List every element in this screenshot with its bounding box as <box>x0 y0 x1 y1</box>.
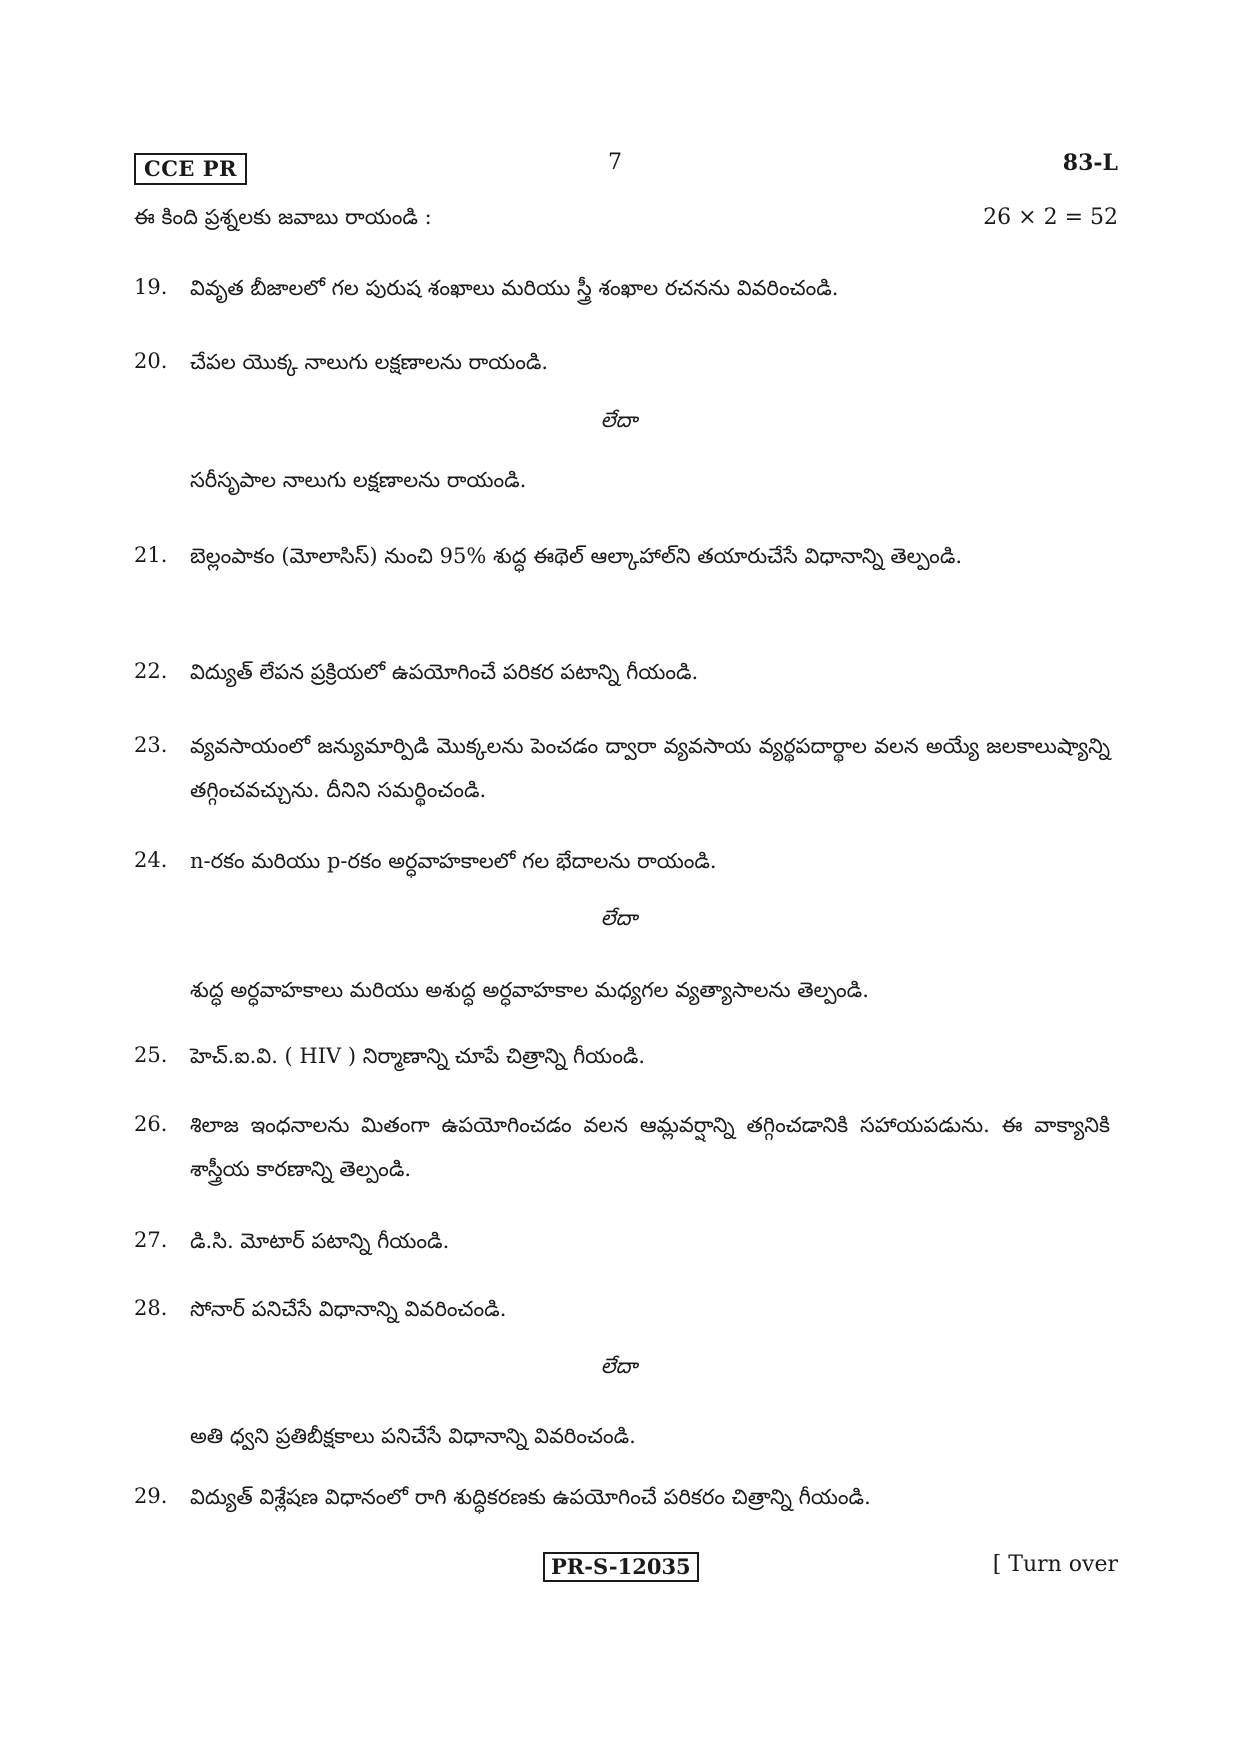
question-alt-text-24: శుద్ధ అర్ధవాహకాలు మరియు అశుద్ధ అర్ధవాహకాల మధ్యగల వ్యత్యాసాలను తెల్పండి. <box>190 978 869 1002</box>
question-number-25: 25. <box>134 1043 168 1067</box>
question-text-20: చేపల యొక్క నాలుగు లక్షణాలను రాయండి. <box>190 350 549 374</box>
instruction-text: ఈ కింది ప్రశ్నలకు జవాబు రాయండి : <box>134 205 432 229</box>
question-text-23: వ్యవసాయంలో జన్యుమార్పిడి మొక్కలను పెంచడం ద్వారా వ్యవసాయ వ్యర్థపదార్థాల వలన అయ్యే జలకాలుష్యాన్ని తగ్గించవచ్చును. దీనిని సమర్థించండి. <box>190 734 1110 802</box>
turn-over-note: [ Turn over <box>992 1552 1118 1577</box>
question-text-25: హెచ్.ఐ.వి. ( HIV ) నిర్మాణాన్ని చూపే చిత్రాన్ని గీయండి. <box>190 1044 646 1068</box>
question-text-24: n-రకం మరియు p-రకం అర్ధవాహకాలలో గల భేదాలను రాయండి. <box>190 849 717 873</box>
question-number-23: 23. <box>134 733 168 757</box>
question-number-20: 20. <box>134 349 168 373</box>
question-number-24: 24. <box>134 848 168 872</box>
question-text-28: సోనార్ పనిచేసే విధానాన్ని వివరించండి. <box>190 1297 507 1321</box>
question-number-26: 26. <box>134 1112 168 1136</box>
paper-series-code: CCE PR <box>134 153 247 185</box>
or-label: లేదా <box>600 1354 638 1378</box>
question-text-19: వివృత బీజాలలో గల పురుష శంఖాలు మరియు స్త్రీ శంఖాల రచనను వివరించండి. <box>190 276 839 300</box>
question-text-26: శిలాజ ఇంధనాలను మితంగా ఉపయోగించడం వలన ఆమ్లవర్షాన్ని తగ్గించడానికి సహాయపడును. ఈ వాక్యానికి శాస్త్రీయ కారణాన్ని తెల్పండి. <box>190 1113 1110 1181</box>
or-label: లేదా <box>600 906 638 930</box>
question-number-28: 28. <box>134 1296 168 1320</box>
page-number: 7 <box>608 150 622 175</box>
question-alt-text-28: అతి ధ్వని ప్రతిబీక్షకాలు పనిచేసే విధానాన్ని వివరించండి. <box>190 1424 636 1448</box>
question-number-21: 21. <box>134 543 168 567</box>
question-number-29: 29. <box>134 1484 168 1508</box>
question-text-21: బెల్లంపాకం (మోలాసిస్) నుంచి 95% శుద్ధ ఈథెల్ ఆల్కాహాల్‌ని తయారుచేసే విధానాన్ని తెల్పండి. <box>190 544 963 568</box>
marks-allocation: 26 × 2 = 52 <box>983 205 1118 230</box>
question-text-27: డి.సి. మోటార్ పటాన్ని గీయండి. <box>190 1229 450 1253</box>
question-number-22: 22. <box>134 659 168 683</box>
question-text-29: విద్యుత్ విశ్లేషణ విధానంలో రాగి శుద్ధికరణకు ఉపయోగించే పరికరం చిత్రాన్ని గీయండి. <box>190 1485 871 1509</box>
question-text-22: విద్యుత్ లేపన ప్రక్రియలో ఉపయోగించే పరికర పటాన్ని గీయండి. <box>190 660 699 684</box>
paper-id-code: PR-S-12035 <box>543 1552 699 1582</box>
or-label: లేదా <box>600 408 638 432</box>
question-alt-text-20: సరీసృపాల నాలుగు లక్షణాలను రాయండి. <box>190 468 527 492</box>
question-number-27: 27. <box>134 1228 168 1252</box>
question-number-19: 19. <box>134 275 168 299</box>
paper-code: 83-L <box>1062 150 1118 176</box>
